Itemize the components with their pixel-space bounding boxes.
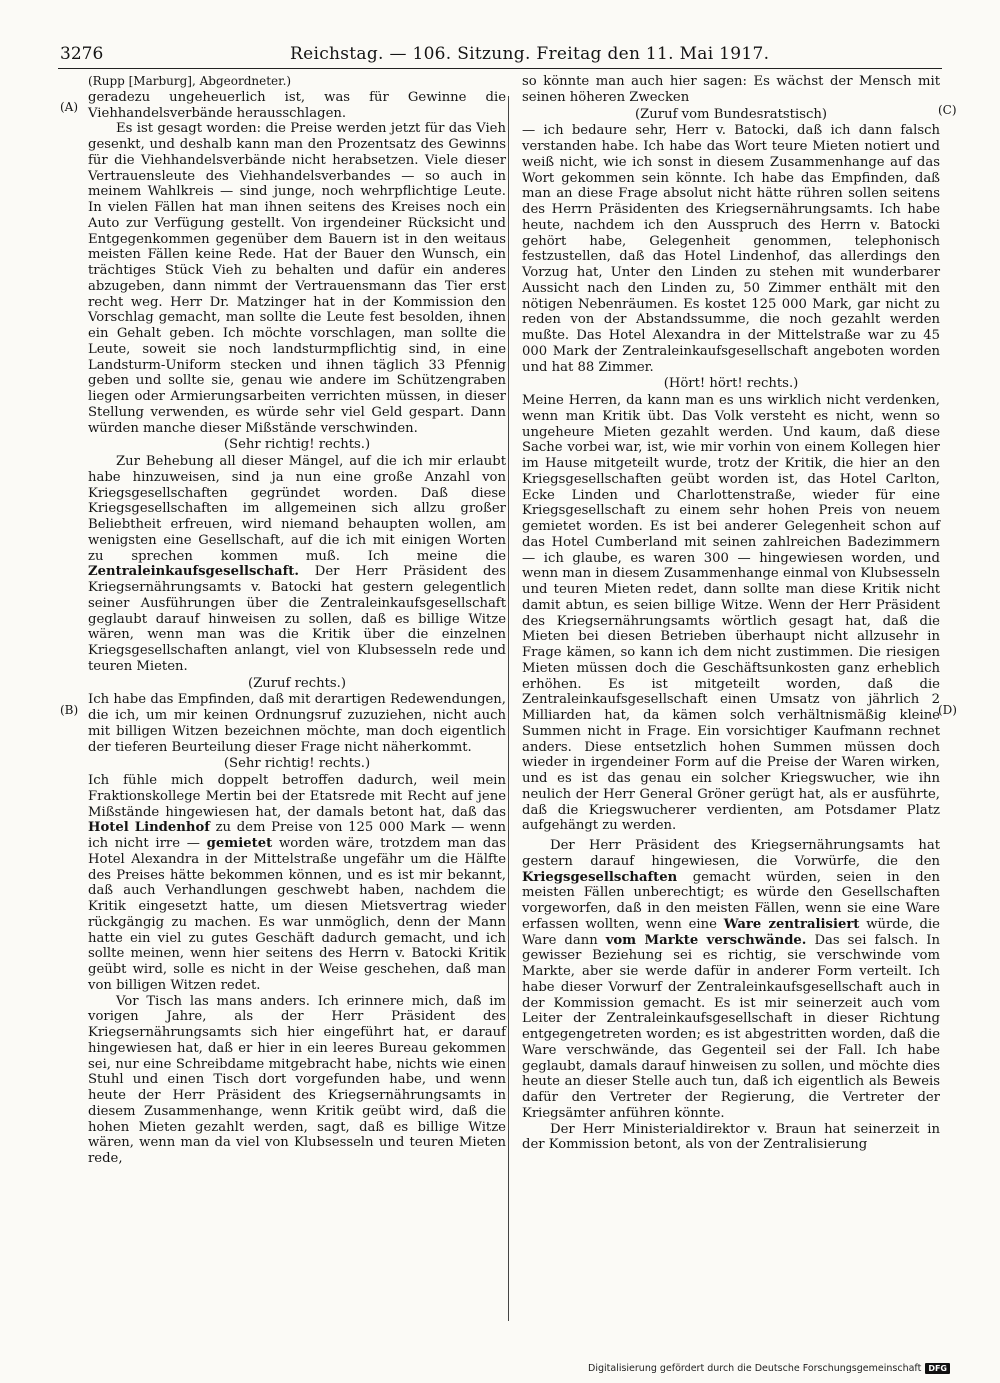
- paragraph: — ich bedaure sehr, Herr v. Batocki, daß ich dann falsch verstanden habe. Ich habe das Wort teure Mieten notiert und weiß nicht, wie ich sonst in diesem Zusammenhange auf das Wort gekommen sein könnte. Ich habe das Empfinden, daß man an diese Frage absolut nicht hätte rühren sollen seitens des Herrn Präsidenten des Kriegsernährungsamts. Ich habe heute, nachdem ich den Ausspruch des Herrn v. Batocki gehört habe, Gelegenheit genommen, telephonisch festzustellen, daß das Hotel Lindenhof, das allerdings den Vorzug hat, Unter den Linden zu stehen mit wunderbarer Aussicht nach den Linden zu, 50 Zimmer enthält mit den nötigen Nebenräumen. Es kostet 125 000 Mark, gar nicht zu reden von der Abstandssumme, die noch gezahlt werden mußte. Das Hotel Alexandra in der Mittelstraße war zu 45 000 Mark der Zentraleinkaufsgesellschaft angeboten worden und hat 88 Zimmer.: [522, 123, 940, 375]
- left-column: [88, 74, 506, 1167]
- emphasis: gemietet: [206, 836, 273, 851]
- interjection: (Hört! hört! rechts.): [663, 376, 799, 392]
- page-number: 3276: [60, 44, 104, 64]
- paragraph: Vor Tisch las mans anders. Ich erinnere mich, daß im vorigen Jahre, als der Herr Präsident des Kriegsernährungsamts sich hier eingeführt hat, er darauf hingewiesen hat, daß er hier in ein leeres Bureau gekommen sei, nur eine Schreibdame mitgebracht habe, nichts wie einen Stuhl und einen Tisch dort vorgefunden habe, und wenn heute der Herr Präsident des Kriegsernährungsamts in diesem Zusammenhange, wenn Kritik geübt wird, daß die hohen Mieten gezahlt werden, sagt, daß es billige Witze wären, wenn man da viel von Klubsesseln und teuren Mieten rede,: [88, 993, 506, 1166]
- interjection: (Sehr richtig! rechts.): [223, 756, 371, 772]
- footer-credit: [588, 1363, 950, 1374]
- margin-mark-c: (C): [938, 103, 957, 117]
- emphasis: Zentraleinkaufsgesellschaft.: [88, 564, 299, 580]
- paragraph: so könnte man auch hier sagen: Es wächst der Mensch mit seinen höheren Zwecken: [522, 74, 940, 105]
- interjection: (Sehr richtig! rechts.): [223, 437, 371, 453]
- paragraph: Ich habe das Empfinden, daß mit derartigen Redewendungen, die ich, um mir keinen Ordnungsruf zuzuziehen, nicht auch mit billigen Witzen bezeichnen möchte, man doch eigentlich der tieferen Beurteilung dieser Frage nicht näherkommt.: [88, 692, 506, 755]
- header-rule: [58, 68, 942, 69]
- emphasis: Ware zentralisiert: [723, 916, 860, 932]
- paragraph: Ich fühle mich doppelt betroffen dadurch, weil mein Fraktionskollege Mertin bei der Etatsrede mit Recht auf jene Mißstände hingewiesen hat, der damals betont hat, daß das Hotel Lindenhof zu dem Preise von 125 000 Mark — wenn ich nicht irre — gemietet worden wäre, trotzdem man das Hotel Alexandra in der Mittelstraße ungefähr um die Hälfte des Preises hätte bekommen können, und es ist mir bekannt, daß auch Verhandlungen geschwebt haben, nachdem die Kritik eingesetzt hatte, um diesen Mietsvertrag wieder rückgängig zu machen. Es war unmöglich, denn der Mann hatte ein viel zu gutes Geschäft dadurch gemacht, und ich sollte meinen, wenn hier seitens des Herrn v. Batocki Kritik geübt wird, solle es nicht in der Weise geschehen, daß man von billigen Witzen redet.: [88, 773, 506, 993]
- paragraph: Meine Herren, da kann man es uns wirklich nicht verdenken, wenn man Kritik übt. Das Volk versteht es nicht, wenn so ungeheure Mieten gezahlt werden. Und kaum, daß diese Sache vorbei war, ist, wie mir vorhin von einem Kollegen hier im Hause mitgeteilt wurde, trotz der Kritik, die hier an den Kriegsgesellschaften geübt worden ist, das Hotel Carlton, Ecke Linden und Charlottenstraße, wieder für eine Kriegsgesellschaft zu einem sehr hohen Preis von neuem gemietet worden. Es ist bei anderer Gelegenheit schon auf das Hotel Cumberland mit seinen zahlreichen Badezimmern — ich glaube, es waren 300 — hingewiesen worden, und wenn man in diesem Zusammenhange einmal von Klubsesseln und teuren Mieten redet, dann sollte man diese Kritik nicht damit abtun, es seien billige Witze. Wenn der Herr Präsident des Kriegsernährungsamts wörtlich gesagt hat, daß die Mieten bei diesen Betrieben überhaupt nicht allzusehr in Frage kämen, so kann ich dem nicht zustimmen. Die riesigen Mieten müssen doch die Geschäftsunkosten ganz erheblich erhöhen. Es ist mitgeteilt worden, daß die Zentraleinkaufsgesellschaft einen Umsatz von jährlich 2 Milliarden hat, da kämen solch verhältnismäßig kleine Summen nicht in Frage. Ein vorsichtiger Kaufmann rechnet anders. Diese entsetzlich hohen Summen müssen doch wieder in irgendeiner Form auf die Preise der Waren wirken, und es ist das genau ein solcher Kriegswucher, wie ihn neulich der Herr General Gröner gerügt hat, als er ausführte, daß die Kriegswucherer verdienten, am Potsdamer Platz aufgehängt zu werden.: [522, 393, 940, 834]
- paragraph: Der Herr Ministerialdirektor v. Braun hat seinerzeit in der Kommission betont, als von der Zentralisierung: [522, 1121, 940, 1153]
- margin-mark-a: (A): [60, 100, 79, 114]
- emphasis: vom Markte verschwände.: [605, 932, 807, 948]
- dfg-logo: DFG: [925, 1363, 950, 1374]
- footer-credit-text: Digitalisierung gefördert durch die Deutsche Forschungsgemeinschaft: [588, 1363, 922, 1374]
- interjection: (Zuruf vom Bundesratstisch): [635, 106, 827, 122]
- margin-mark-b: (B): [60, 703, 79, 717]
- emphasis: Kriegsgesellschaften: [522, 869, 678, 885]
- right-column: [522, 74, 940, 1153]
- emphasis: Hotel Lindenhof: [88, 820, 210, 836]
- paragraph: geradezu ungeheuerlich ist, was für Gewinne die Viehhandelsverbände herausschlagen.: [88, 89, 506, 121]
- interjection: (Zuruf rechts.): [247, 675, 347, 691]
- paragraph: Zur Behebung all dieser Mängel, auf die ich mir erlaubt habe hinzuweisen, sind ja nun eine große Anzahl von Kriegsgesellschaften gegründet worden. Daß diese Kriegsgesellschaften im allgemeinen sich allzu großer Beliebtheit erfreuen, wird niemand behaupten wollen, am wenigsten eine Gesellschaft, auf die ich mit einigen Worten zu sprechen kommen muß. Ich meine die Zentraleinkaufsgesellschaft. Der Herr Präsident des Kriegsernährungsamts v. Batocki hat gestern gelegentlich seiner Ausführungen über die Zentraleinkaufsgesellschaft geglaubt darauf hinweisen zu sollen, daß es billige Witze wären, wenn man was die Kritik über die einzelnen Kriegsgesellschaften anlangt, viel von Klubsesseln rede und teuren Mieten.: [88, 454, 506, 674]
- speaker-line: (Rupp [Marburg], Abgeordneter.): [88, 74, 292, 88]
- margin-mark-d: (D): [938, 703, 957, 717]
- paragraph: Der Herr Präsident des Kriegsernährungsamts hat gestern darauf hingewiesen, die Vorwürfe, die den Kriegsgesellschaften gemacht würden, seien in den meisten Fällen unberechtigt; es würde den Gesellschaften vorgeworfen, daß in den meisten Fällen, wenn sie eine Ware erfassen wollten, wenn eine Ware zentralisiert würde, die Ware dann vom Markte verschwände. Das sei falsch. In gewisser Beziehung sei es richtig, sie verschwinde vom Markte, aber sie werde dafür in anderer Form verteilt. Ich habe dieser Vorwurf der Zentraleinkaufsgesellschaft auch in der Kommission gemacht. Es ist mir seinerzeit auch vom Leiter der Zentraleinkaufsgesellschaft in dieser Richtung entgegengetreten worden; es ist abgestritten worden, daß die Ware verschwände, das Gegenteil sei der Fall. Ich habe geglaubt, damals darauf hinweisen zu sollen, und möchte dies heute an dieser Stelle auch tun, daß ich eigentlich als Beweis dafür den Vertreter der Regierung, die Vertreter der Kriegsämter anführen könnte.: [522, 838, 940, 1121]
- column-divider: [508, 96, 509, 1321]
- paragraph: Es ist gesagt worden: die Preise werden jetzt für das Vieh gesenkt, und deshalb kann man den Prozentsatz des Gewinns für die Viehhandelsverbände nicht herabsetzen. Viele dieser Vertrauensleute des Viehhandelsverbandes — so auch in meinem Wahlkreis — sind junge, noch wehrpflichtige Leute. In vielen Fällen hat man ihnen seitens des Kreises noch ein Auto zur Verfügung gestellt. Von irgendeiner Rücksicht und Entgegenkommen gegenüber dem Bauern ist in den weitaus meisten Fällen keine Rede. Hat der Bauer den Wunsch, ein trächtiges Stück Vieh zu behalten und dafür ein anderes abzugeben, dann nimmt der Vertrauensmann das Tier erst recht weg. Herr Dr. Matzinger hat in der Kommission den Vorschlag gemacht, man sollte die Leute fest besolden, ihnen ein Gehalt geben. Ich möchte vorschlagen, man sollte die Leute, soweit sie noch landsturmpflichtig sind, in eine Landsturm-Uniform stecken und ihnen täglich 33 Pfennig geben und sollte sie, genau wie andere im Schützengraben liegen oder Armierungsarbeiten verrichten müssen, in dieser Stellung verwenden, es würde sehr viel Geld gespart. Dann würden manche dieser Mißstände verschwinden.: [88, 121, 506, 436]
- running-title: Reichstag. — 106. Sitzung. Freitag den 11. Mai 1917.: [290, 44, 770, 64]
